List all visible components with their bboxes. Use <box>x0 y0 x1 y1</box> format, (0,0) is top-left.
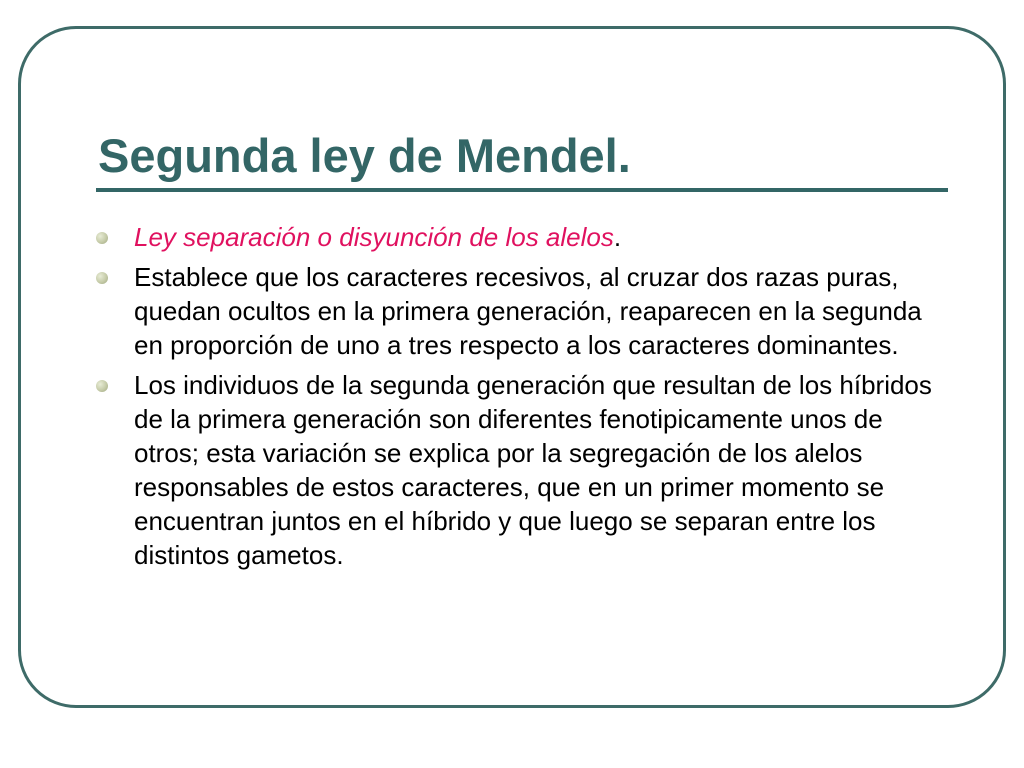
title-underline <box>96 188 948 192</box>
bullet-list <box>92 220 942 578</box>
bullet-dot-icon <box>96 272 108 284</box>
bullet-item-definition <box>92 220 942 254</box>
bullet-dot-icon <box>96 232 108 244</box>
bullet-text-emphasis <box>134 220 942 254</box>
bullet-dot-icon <box>96 380 108 392</box>
bullet-text: Los individuos de la segunda generación que resultan de los híbridos de la primera generación son diferentes fenotipicamente unos de otros; esta variación se explica por la segregación de los alelos responsables de estos caracteres, que en un primer momento se encuentran juntos en el híbrido y que luego se separan entre los distintos gametos. <box>134 370 932 570</box>
slide-title: Segunda ley de Mendel. <box>98 129 631 182</box>
bullet-item-explanation <box>92 368 942 572</box>
bullet-text: Establece que los caracteres recesivos, al cruzar dos razas puras, quedan ocultos en la primera generación, reaparecen en la segunda en proporción de uno a tres respecto a los caracteres dominantes. <box>134 262 922 360</box>
bullet-item-statement <box>92 260 942 362</box>
emphasis-tail: . <box>613 222 622 252</box>
emphasis-phrase: Ley separación o disyunción de los alelos <box>134 222 614 252</box>
